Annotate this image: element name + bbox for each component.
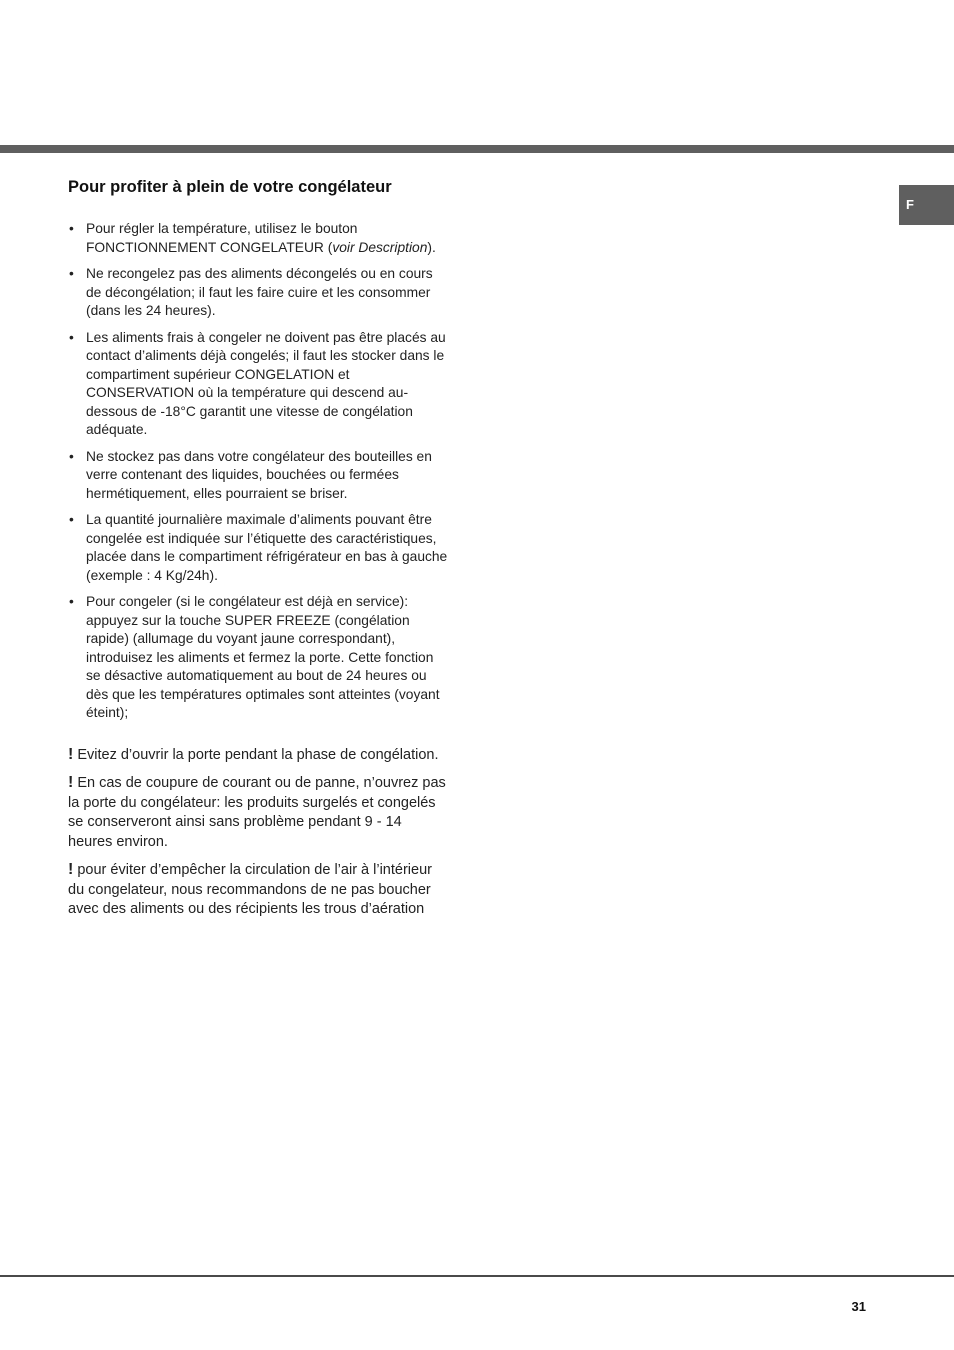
bullet-icon: • [69, 221, 74, 236]
bottom-rule [0, 1275, 954, 1277]
warning-note [68, 745, 448, 766]
warning-text: Evitez d’ouvrir la porte pendant la phase de congélation. [73, 746, 439, 763]
warning-note [68, 773, 448, 852]
page-number: 31 [851, 1299, 866, 1314]
list-item-text: Pour congeler (si le congélateur est déjà en service): appuyez sur la touche SUPER FREEZE (congélation rapide) (allumage du voyant jaune correspondant), introduisez les aliments et fermez la porte. Cette fonction se désactive automatiquement au bout de 24 heures ou dès que les températures optimales sont atteintes (voyant éteint); [86, 594, 440, 720]
list-item [68, 329, 448, 440]
top-rule [0, 145, 954, 153]
list-item-text: Ne recongelez pas des aliments décongelés ou en cours de décongélation; il faut les faire cuire et les consommer (dans les 24 heures). [86, 266, 433, 318]
list-item [68, 220, 448, 257]
list-item [68, 511, 448, 585]
page-title: Pour profiter à plein de votre congélateur [68, 178, 392, 196]
warning-text: En cas de coupure de courant ou de panne, n’ouvrez pas la porte du congélateur: les produits surgelés et congelés se conserveront ainsi sans problème pendant 9 - 14 heures environ. [68, 775, 446, 850]
list-item-text: Les aliments frais à congeler ne doivent pas être placés au contact d’aliments déjà congelés; il faut les stocker dans le compartiment supérieur CONGELATION et CONSERVATION où la température qui descend au-dessous de -18°C garantit une vitesse de congélation adéquate. [86, 329, 446, 437]
advice-list [68, 220, 448, 723]
list-item-tail: ). [427, 239, 436, 255]
warning-icon: ! [68, 861, 74, 878]
bullet-icon: • [69, 266, 74, 281]
warning-icon: ! [68, 774, 74, 791]
bullet-icon: • [69, 594, 74, 609]
list-item [68, 593, 448, 723]
list-item-reference: voir Description [332, 239, 428, 255]
list-item [68, 448, 448, 504]
warning-notes [68, 745, 448, 920]
list-item-text: Pour régler la température, utilisez le bouton FONCTIONNEMENT CONGELATEUR ( [86, 221, 358, 255]
bullet-icon: • [69, 512, 74, 527]
bullet-icon: • [69, 448, 74, 464]
list-item-text: La quantité journalière maximale d’aliments pouvant être congelée est indiquée sur l’étiquette des caractéristiques, placée dans le compartiment réfrigérateur en bas à gauche (exemple : 4 Kg/24h). [86, 512, 448, 583]
main-content [68, 176, 448, 928]
warning-note [68, 860, 448, 920]
warning-icon: ! [68, 745, 74, 763]
list-item-text: Ne stockez pas dans votre congélateur des bouteilles en verre contenant des liquides, bouchées ou fermées hermétiquement, elles pourraient se briser. [86, 448, 432, 501]
language-tab: F [899, 185, 954, 225]
list-item [68, 265, 448, 321]
bullet-icon: • [69, 329, 74, 345]
warning-text: pour éviter d’empêcher la circulation de l’air à l’intérieur du congelateur, nous recommandons de ne pas boucher avec des aliments ou des récipients les trous d’aération [68, 862, 432, 917]
